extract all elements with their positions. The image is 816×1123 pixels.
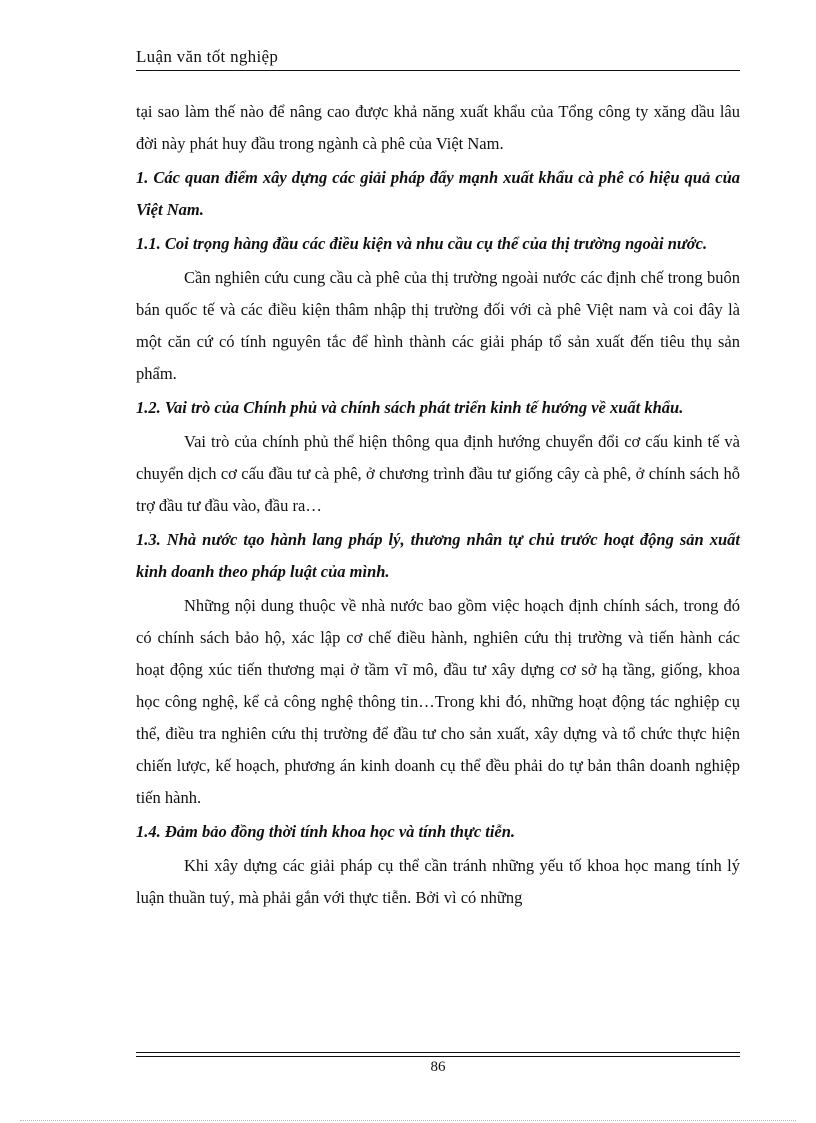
document-body [136, 96, 740, 914]
footer-rule [136, 1052, 740, 1057]
subsection-heading: 1.4. Đảm bảo đồng thời tính khoa học và tính thực tiễn. [136, 822, 516, 841]
paragraph: Vai trò của chính phủ thể hiện thông qua định hướng chuyển đổi cơ cấu kinh tế và chuyển dịch cơ cấu đầu tư cà phê, ở chương trình đầu tư giống cây cà phê, ở chính sách hỗ trợ đầu tư đầu vào, đầu ra… [136, 432, 740, 515]
running-header-title: Luận văn tốt nghiệp [136, 47, 279, 66]
paragraph: Những nội dung thuộc về nhà nước bao gồm việc hoạch định chính sách, trong đó có chính sách bảo hộ, xác lập cơ chế điều hành, nghiên cứu thị trường và tiến hành các hoạt động xúc tiến thương mại ở tầm vĩ mô, đầu tư xây dựng cơ sở hạ tầng, giống, khoa học công nghệ, kể cả công nghệ thông tin…Trong khi đó, những hoạt động tác nghiệp cụ thể, điều tra nghiên cứu thị trường để đầu tư cho sản xuất, xây dựng và tổ chức thực hiện chiến lược, kế hoạch, phương án kinh doanh cụ thể đều phải do tự bản thân doanh nghiệp tiến hành. [136, 596, 740, 807]
paragraph: Khi xây dựng các giải pháp cụ thể cần tránh những yếu tố khoa học mang tính lý luận thuần tuý, mà phải gắn với thực tiễn. Bởi vì có những [136, 856, 740, 907]
paragraph: tại sao làm thế nào để nâng cao được khả năng xuất khẩu của Tổng công ty xăng dầu lâu đời này phát huy đầu trong ngành cà phê của Việt Nam. [136, 102, 740, 153]
paragraph: Cần nghiên cứu cung cầu cà phê của thị trường ngoài nước các định chế trong buôn bán quốc tế và các điều kiện thâm nhập thị trường đối với cà phê Việt nam và coi đây là một căn cứ có tính nguyên tắc để hình thành các giải pháp tổ sản xuất đến tiêu thụ sản phẩm. [136, 268, 740, 383]
subsection-heading: 1.2. Vai trò của Chính phủ và chính sách phát triển kinh tế hướng về xuất khẩu. [136, 398, 684, 417]
subsection-heading: 1.1. Coi trọng hàng đầu các điều kiện và nhu cầu cụ thể của thị trường ngoài nước. [136, 234, 708, 253]
page-edge-divider [20, 1120, 796, 1121]
header-rule [136, 70, 740, 71]
page-number: 86 [430, 1059, 446, 1075]
section-heading: 1. Các quan điểm xây dựng các giải pháp đẩy mạnh xuất khẩu cà phê có hiệu quả của Việt Nam. [136, 168, 740, 219]
subsection-heading: 1.3. Nhà nước tạo hành lang pháp lý, thương nhân tự chủ trước hoạt động sản xuất kinh doanh theo pháp luật của mình. [136, 530, 740, 581]
